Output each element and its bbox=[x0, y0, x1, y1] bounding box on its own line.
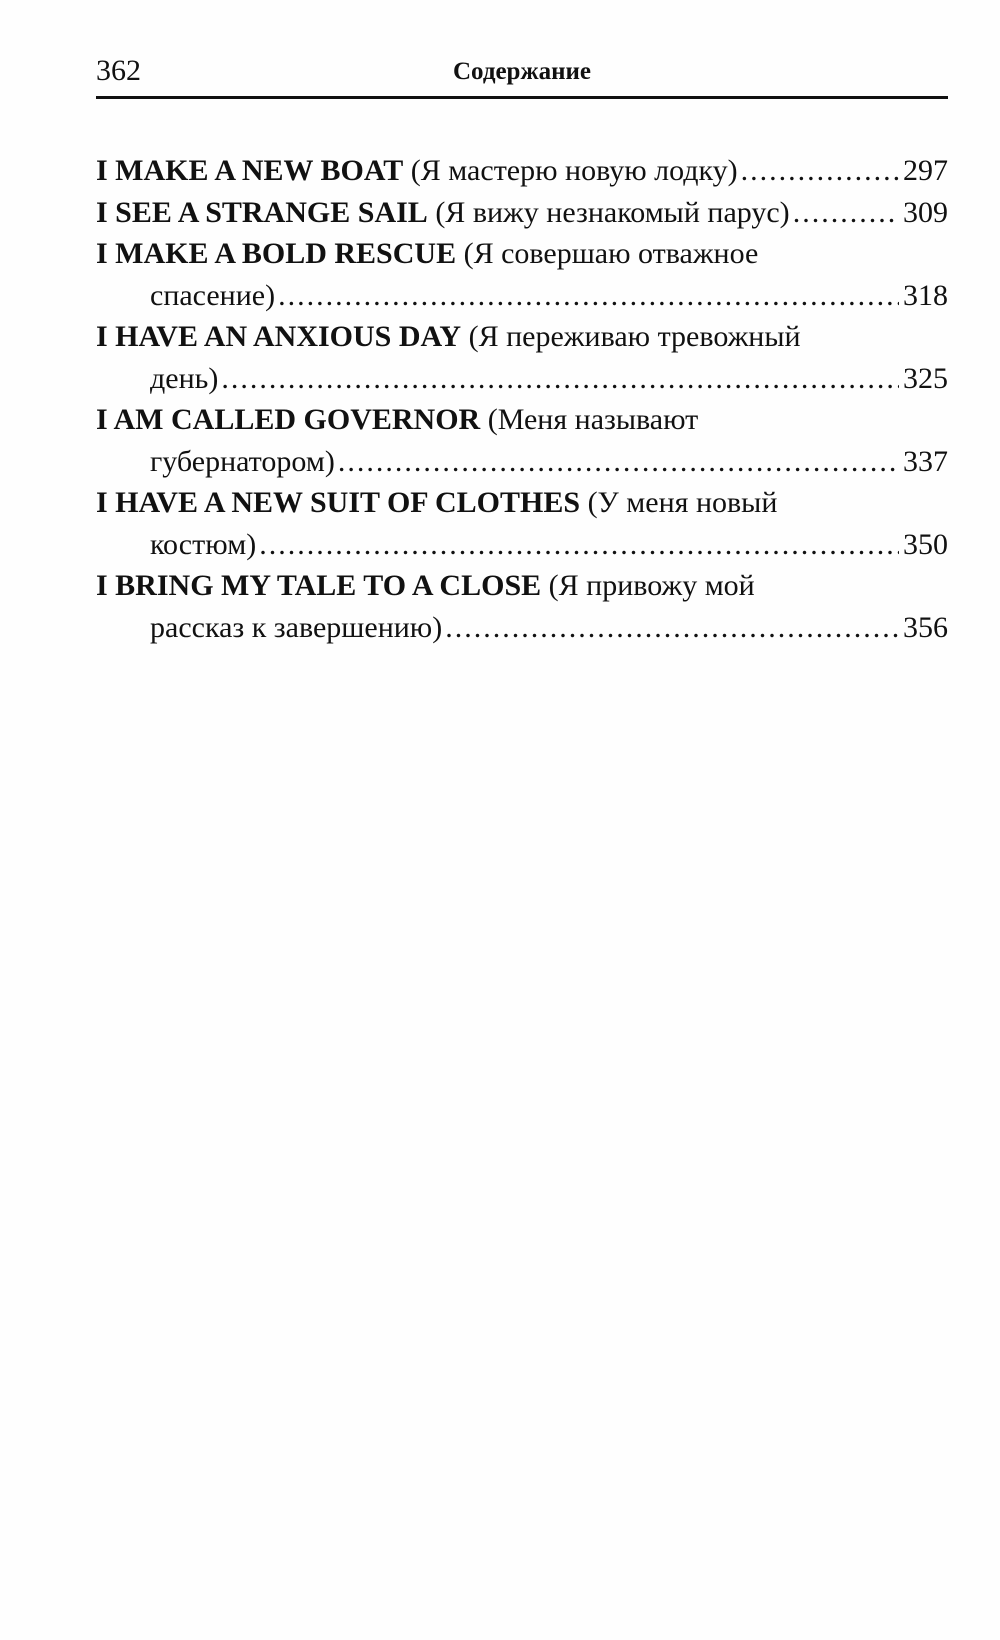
toc-line bbox=[96, 233, 948, 275]
toc-entry bbox=[96, 482, 948, 565]
toc-page-number: 309 bbox=[903, 195, 948, 229]
toc-title-en: I MAKE A BOLD RESCUE bbox=[96, 237, 457, 270]
toc-page-number: 318 bbox=[903, 278, 948, 312]
toc-title-en: I BRING MY TALE TO A CLOSE bbox=[96, 569, 542, 602]
dot-leader bbox=[278, 275, 899, 317]
toc-line bbox=[96, 192, 948, 234]
toc-line bbox=[96, 482, 948, 524]
toc-line-continuation bbox=[96, 607, 948, 649]
dot-leader bbox=[259, 524, 899, 566]
toc-page-number: 356 bbox=[903, 610, 948, 644]
toc-page-number: 297 bbox=[903, 154, 948, 187]
toc-title-ru-cont: губернатором) bbox=[150, 444, 335, 478]
toc-page-number: 337 bbox=[903, 444, 948, 478]
table-of-contents bbox=[96, 150, 948, 648]
toc-line-continuation bbox=[96, 358, 948, 400]
page-number: 362 bbox=[96, 54, 141, 87]
toc-title-ru-cont: спасение) bbox=[150, 278, 276, 312]
toc-entry bbox=[96, 192, 948, 234]
toc-title-ru: (Я привожу мой bbox=[548, 569, 755, 602]
dot-leader bbox=[741, 150, 899, 192]
toc-line-continuation bbox=[96, 524, 948, 566]
toc-title-ru: (Я совершаю отважное bbox=[463, 237, 759, 270]
toc-title-en: I HAVE AN ANXIOUS DAY bbox=[96, 320, 462, 353]
toc-title-en: I HAVE A NEW SUIT OF CLOTHES bbox=[96, 486, 581, 519]
toc-title-ru: (Я вижу незнакомый парус) bbox=[435, 195, 790, 229]
toc-entry bbox=[96, 316, 948, 399]
toc-line-continuation bbox=[96, 441, 948, 483]
toc-line bbox=[96, 399, 948, 441]
toc-entry bbox=[96, 399, 948, 482]
toc-line bbox=[96, 316, 948, 358]
toc-entry bbox=[96, 233, 948, 316]
toc-line-continuation bbox=[96, 275, 948, 317]
toc-title-ru: (Меня называют bbox=[487, 403, 699, 436]
toc-title-ru: (Я переживаю тревожный bbox=[468, 320, 801, 353]
toc-entry bbox=[96, 150, 948, 192]
toc-entry bbox=[96, 565, 948, 648]
toc-title-ru: (У меня новый bbox=[587, 486, 778, 519]
toc-title-ru-cont: день) bbox=[150, 361, 219, 395]
header-rule bbox=[96, 96, 948, 99]
toc-line bbox=[96, 150, 948, 192]
section-title: Содержание bbox=[452, 58, 591, 85]
toc-title-ru: (Я мастерю новую лодку) bbox=[410, 154, 738, 187]
toc-title-ru-cont: рассказ к завершению) bbox=[150, 610, 443, 644]
dot-leader bbox=[793, 192, 899, 234]
toc-page-number: 325 bbox=[903, 361, 948, 395]
dot-leader bbox=[338, 441, 899, 483]
toc-title-en: I MAKE A NEW BOAT bbox=[96, 154, 404, 187]
running-head bbox=[96, 50, 948, 96]
dot-leader bbox=[221, 358, 899, 400]
toc-title-en: I SEE A STRANGE SAIL bbox=[96, 195, 428, 229]
toc-page-number: 350 bbox=[903, 527, 948, 561]
toc-line bbox=[96, 565, 948, 607]
toc-title-en: I AM CALLED GOVERNOR bbox=[96, 403, 481, 436]
dot-leader bbox=[445, 607, 899, 649]
toc-title-ru-cont: костюм) bbox=[150, 527, 257, 561]
